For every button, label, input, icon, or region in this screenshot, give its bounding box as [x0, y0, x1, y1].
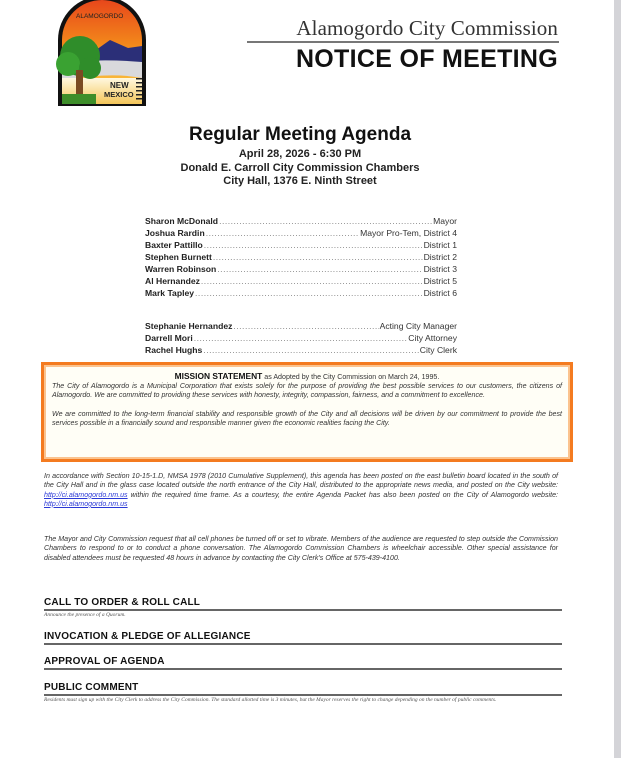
- agenda-title: Regular Meeting Agenda: [188, 124, 412, 145]
- logo-new-text: NEW: [110, 81, 129, 90]
- meeting-address: City Hall, 1376 E. Ninth Street: [223, 175, 377, 187]
- roster-row: Mark Tapley ..... District 6: [145, 287, 457, 299]
- header-divider: [247, 41, 559, 43]
- cell-phone-accessibility-notice: The Mayor and City Commission request that all cell phones be turned off or set to vibrate. Members of the audience are requested to step outside the Commission Chambers to respond to or to conduct a phone conversation. The Alamogordo Commission Chambers is wheelchair accessible. Other special assistance for disabled attendees must be requested 48 hours in advance by contacting the City Clerk's Office at 575-439-4100.: [44, 535, 558, 562]
- logo-arc-text: ALAMOGORDO: [76, 13, 124, 20]
- roster-row: Sharon McDonald ..... Mayor: [145, 215, 457, 227]
- roster-row: Darrell Mori ..... City Attorney: [145, 332, 457, 344]
- city-website-link[interactable]: http://ci.alamogordo.nm.us: [44, 490, 128, 499]
- agenda-section-public-comment: PUBLIC COMMENT Residents must sign up with the City Clerk to address the City Commission. The standard allotted time is 3 minutes, but the Mayor reserves the right to change depending on the number of public comments.: [44, 682, 562, 705]
- mission-paragraph: We are committed to the long-term financial stability and responsible growth of the City and all decisions will be driven by our commitment to provide the best services possible in a financially sound and responsible manner given the economic realities facing the City.: [52, 409, 562, 427]
- roster-row: Baxter Pattillo ..... District 1: [145, 239, 457, 251]
- agenda-section-invocation: INVOCATION & PLEDGE OF ALLEGIANCE: [44, 631, 562, 645]
- agenda-details: [130, 148, 470, 189]
- meeting-date-time: April 28, 2026 - 6:30 PM: [238, 148, 362, 160]
- roster-row: Rachel Hughs ..... City Clerk: [145, 344, 457, 356]
- roster-row: Warren Robinson ..... District 3: [145, 263, 457, 275]
- agenda-section-call-to-order: CALL TO ORDER & ROLL CALL Announce the presence of a Quorum.: [44, 597, 562, 620]
- posting-notice: In accordance with Section 10-15-1.D, NMSA 1978 (2010 Cumulative Supplement), this agenda has been posted on the east bulletin board located in the south of the City Hall and in the glass case located outside the north entrance of the City Hall, distributed to the appropriate news media, and posted on the City website: http://ci.alamogordo.nm.us within the required time frame. As a courtesy, the entire Agenda Packet has also been posted on the City of Alamogordo website: http://ci.alamogordo.nm.us: [44, 472, 558, 508]
- roster-row: Al Hernandez ..... District 5: [145, 275, 457, 287]
- commissioners-list: [145, 215, 457, 299]
- staff-list: [145, 320, 457, 356]
- mission-paragraph: The City of Alamogordo is a Municipal Corporation that exists solely for the purpose of providing the best possible services to our customers, the citizens of Alamogordo. We are committed to providing these services with honesty, integrity, compassion, fairness, and a commitment to excellence.: [52, 382, 562, 400]
- logo-mexico-text: MEXICO: [104, 90, 134, 99]
- organization-name: Alamogordo City Commission: [296, 16, 558, 40]
- city-seal-logo: [52, 0, 150, 106]
- meeting-location: Donald E. Carroll City Commission Chambers: [180, 161, 420, 174]
- vertical-scrollbar[interactable]: [614, 0, 621, 758]
- roster-row: Joshua Rardin ..... Mayor Pro-Tem, District 4: [145, 227, 457, 239]
- roster-row: Stephanie Hernandez ..... Acting City Manager: [145, 320, 457, 332]
- roster-row: Stephen Burnett ..... District 2: [145, 251, 457, 263]
- mission-heading: MISSION STATEMENT as Adopted by the City Commission on March 24, 1995.: [174, 371, 440, 381]
- notice-title: NOTICE OF MEETING: [295, 45, 558, 73]
- mission-statement-box: [41, 362, 573, 462]
- city-website-link[interactable]: http://ci.alamogordo.nm.us: [44, 499, 128, 508]
- agenda-section-approval: APPROVAL OF AGENDA: [44, 656, 562, 670]
